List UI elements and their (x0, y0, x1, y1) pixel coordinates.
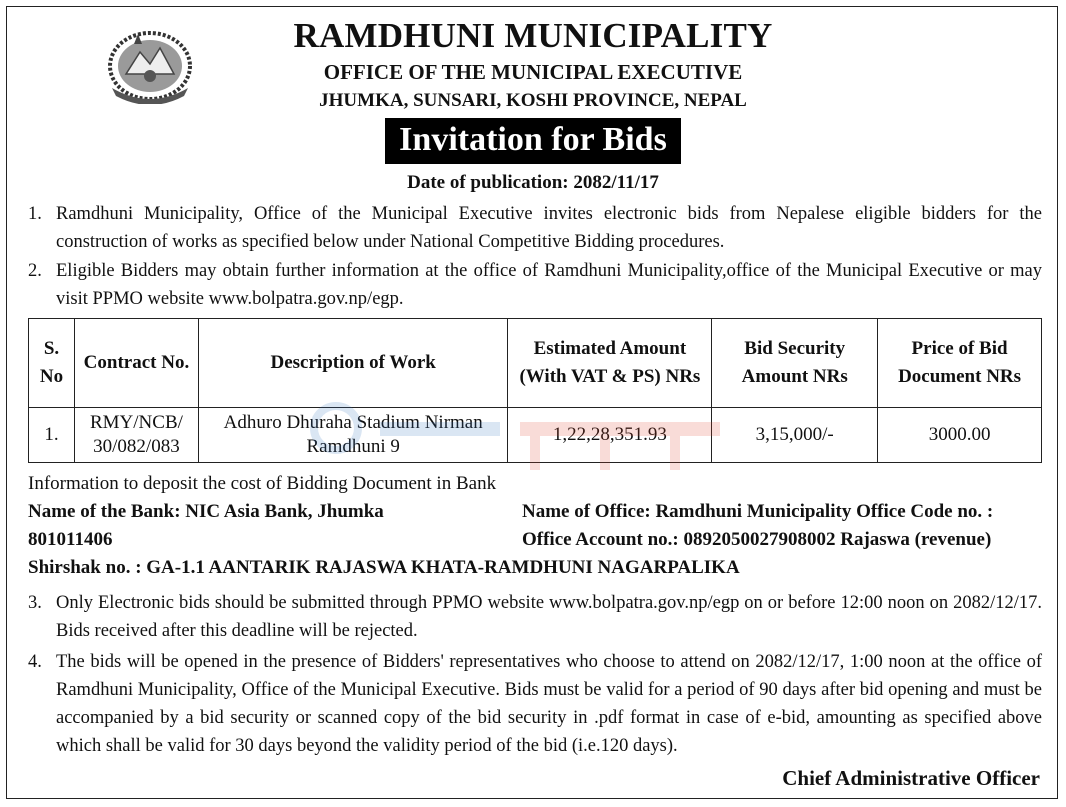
notice-title: Invitation for Bids (385, 118, 681, 164)
cell-estimated-amount: 1,22,28,351.93 (508, 408, 712, 463)
paragraph-3 (28, 589, 1042, 645)
paragraph-number: 3. (28, 593, 42, 613)
municipality-name: RAMDHUNI MUNICIPALITY (293, 16, 773, 55)
paragraph-number: 1. (28, 204, 42, 224)
cell-contract-no: RMY/NCB/ 30/082/083 (74, 408, 198, 463)
paragraph-text: Eligible Bidders may obtain further information at the office of Ramdhuni Municipality,office of the Municipal Executive or may visit PPMO website www.bolpatra.gov.np/egp. (56, 261, 1042, 309)
office-code: Name of Office: Ramdhuni Municipality Office Code no. : (522, 501, 994, 522)
bank-account-number: 801011406 (28, 529, 113, 550)
col-description: Description of Work (198, 319, 508, 408)
signatory-title: Chief Administrative Officer (782, 766, 1040, 790)
paragraph-number: 2. (28, 261, 42, 281)
bid-table (28, 318, 1042, 463)
col-estimated-amount: Estimated Amount (With VAT & PS) NRs (508, 319, 712, 408)
paragraph-number: 4. (28, 652, 42, 672)
col-bid-document-price: Price of Bid Document NRs (878, 319, 1042, 408)
paragraph-text: The bids will be opened in the presence of Bidders' representatives who choose to attend on 2082/12/17, 1:00 noon at the office of Ramdhuni Municipality, Office of the Municipal Executive. Bids must be valid for a period of 90 days after bid opening and must be accompanied by a bid security or scanned copy of the bid security in .pdf format in case of e-bid, amounting as specified above which shall be valid for 30 days beyond the validity period of the bid (i.e.120 days). (56, 652, 1042, 756)
paragraph-1 (28, 200, 1042, 256)
col-sno: S. No (29, 319, 75, 408)
col-bid-security: Bid Security Amount NRs (712, 319, 878, 408)
office-address: JHUMKA, SUNSARI, KOSHI PROVINCE, NEPAL (319, 90, 747, 111)
cell-sno: 1. (29, 408, 75, 463)
col-contract-no: Contract No. (74, 319, 198, 408)
publication-date: Date of publication: 2082/11/17 (407, 172, 659, 193)
bank-name: Name of the Bank: NIC Asia Bank, Jhumka (28, 501, 384, 522)
table-row (29, 408, 1042, 463)
paragraph-text: Ramdhuni Municipality, Office of the Municipal Executive invites electronic bids from Nepalese eligible bidders for the construction of works as specified below under National Competitive Bidding procedures. (56, 204, 1042, 252)
cell-bid-security: 3,15,000/- (712, 408, 878, 463)
paragraph-2 (28, 257, 1042, 313)
paragraph-4 (28, 648, 1042, 760)
cell-description: Adhuro Dhuraha Stadium Nirman Ramdhuni 9 (198, 408, 508, 463)
office-name: OFFICE OF THE MUNICIPAL EXECUTIVE (323, 60, 743, 84)
paragraph-text: Only Electronic bids should be submitted through PPMO website www.bolpatra.gov.np/egp on or before 12:00 noon on 2082/12/17. Bids received after this deadline will be rejected. (56, 593, 1042, 641)
cell-bid-document-price: 3000.00 (878, 408, 1042, 463)
shirshak-number: Shirshak no. : GA-1.1 AANTARIK RAJASWA KHATA-RAMDHUNI NAGARPALIKA (28, 557, 740, 578)
table-header-row (29, 319, 1042, 408)
bank-info-heading: Information to deposit the cost of Bidding Document in Bank (28, 473, 497, 494)
office-account: Office Account no.: 0892050027908002 Rajaswa (revenue) (522, 529, 992, 550)
